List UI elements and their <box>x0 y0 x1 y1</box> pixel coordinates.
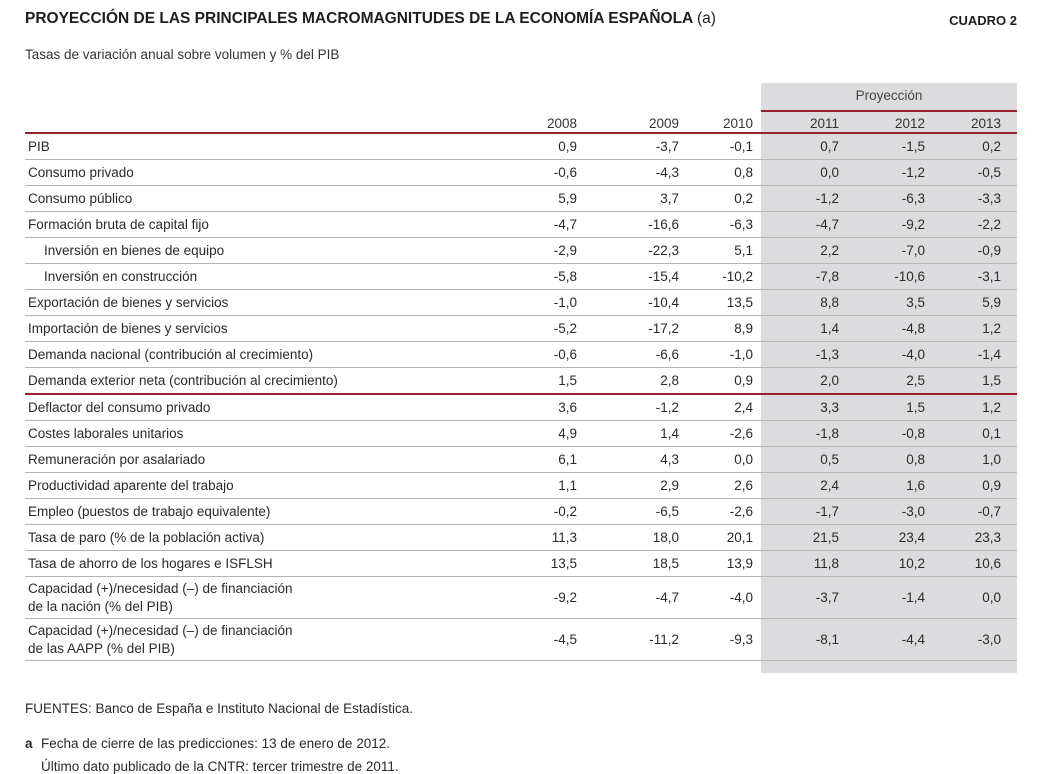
cell-value: 1,5 <box>480 368 577 395</box>
cell-value: 2,6 <box>683 473 769 499</box>
cell-value: 0,9 <box>941 473 1017 499</box>
table-row <box>25 499 1017 525</box>
cell-value: -4,7 <box>769 212 855 238</box>
table-row <box>25 316 1017 342</box>
table-title <box>25 10 716 28</box>
cell-value: 0,8 <box>855 447 941 473</box>
cell-value: 2,4 <box>683 394 769 421</box>
projection-header: Proyección <box>855 88 923 103</box>
cell-value: -4,3 <box>577 160 683 186</box>
cell-value: -10,6 <box>855 264 941 290</box>
table-row <box>25 133 1017 160</box>
cell-value: -1,2 <box>769 186 855 212</box>
cell-value: -4,7 <box>577 577 683 619</box>
cell-value: 2,4 <box>769 473 855 499</box>
cell-value: -1,2 <box>855 160 941 186</box>
cell-value: 0,2 <box>683 186 769 212</box>
cell-value: -22,3 <box>577 238 683 264</box>
cell-value: -0,7 <box>941 499 1017 525</box>
row-label: Deflactor del consumo privado <box>25 394 480 421</box>
cell-value: -7,0 <box>855 238 941 264</box>
cell-value: 4,3 <box>577 447 683 473</box>
cell-value: -7,8 <box>769 264 855 290</box>
cell-value: -3,0 <box>855 499 941 525</box>
cell-value: -10,2 <box>683 264 769 290</box>
cell-value: 1,5 <box>855 394 941 421</box>
cell-value: 5,9 <box>480 186 577 212</box>
row-label: Demanda exterior neta (contribución al crecimiento) <box>25 368 480 395</box>
row-label: Inversión en bienes de equipo <box>25 238 480 264</box>
row-label: Tasa de ahorro de los hogares e ISFLSH <box>25 551 480 577</box>
cell-value: -4,0 <box>855 342 941 368</box>
cell-value: -1,4 <box>941 342 1017 368</box>
cell-value: -4,8 <box>855 316 941 342</box>
cell-value: 21,5 <box>769 525 855 551</box>
cell-value: -6,3 <box>683 212 769 238</box>
cell-value: 2,2 <box>769 238 855 264</box>
cell-value: 11,3 <box>480 525 577 551</box>
cell-value: -1,0 <box>683 342 769 368</box>
cell-value: 10,2 <box>855 551 941 577</box>
cell-value: 23,3 <box>941 525 1017 551</box>
table-row <box>25 473 1017 499</box>
cell-value: -0,9 <box>941 238 1017 264</box>
year-header: 2010 <box>683 112 769 133</box>
cell-value: -9,3 <box>683 619 769 661</box>
cell-value: -0,8 <box>855 421 941 447</box>
cell-value: -6,6 <box>577 342 683 368</box>
cell-value: -15,4 <box>577 264 683 290</box>
footnote-a <box>25 736 390 751</box>
row-label-line: de la nación (% del PIB) <box>28 598 173 614</box>
table-row <box>25 160 1017 186</box>
cell-value: -4,7 <box>480 212 577 238</box>
cell-value: 0,5 <box>769 447 855 473</box>
cell-value: 5,1 <box>683 238 769 264</box>
cell-value: 1,1 <box>480 473 577 499</box>
cell-value: 13,5 <box>480 551 577 577</box>
cell-value: -4,5 <box>480 619 577 661</box>
cell-value: -16,6 <box>577 212 683 238</box>
cell-value: 1,4 <box>577 421 683 447</box>
year-header-row <box>25 112 1017 133</box>
cell-value: -5,2 <box>480 316 577 342</box>
table-number: CUADRO 2 <box>949 13 1017 28</box>
cell-value: -1,0 <box>480 290 577 316</box>
table-row <box>25 264 1017 290</box>
cell-value: -9,2 <box>855 212 941 238</box>
cell-value: -0,2 <box>480 499 577 525</box>
cell-value: 3,6 <box>480 394 577 421</box>
cell-value: 20,1 <box>683 525 769 551</box>
cell-value: -1,3 <box>769 342 855 368</box>
year-header: 2013 <box>941 112 1017 133</box>
cell-value: 0,9 <box>480 133 577 160</box>
table-row <box>25 421 1017 447</box>
cell-value: 1,2 <box>941 394 1017 421</box>
cell-value: -9,2 <box>480 577 577 619</box>
row-label: Importación de bienes y servicios <box>25 316 480 342</box>
cell-value: 1,4 <box>769 316 855 342</box>
cell-value: 2,0 <box>769 368 855 395</box>
cell-value: 0,0 <box>683 447 769 473</box>
row-label <box>25 577 480 619</box>
label-column-header <box>25 112 480 133</box>
table-row <box>25 238 1017 264</box>
cell-value: -3,3 <box>941 186 1017 212</box>
cell-value: 0,0 <box>769 160 855 186</box>
row-label: Demanda nacional (contribución al crecimiento) <box>25 342 480 368</box>
row-label <box>25 619 480 661</box>
cell-value: 0,7 <box>769 133 855 160</box>
cell-value: 0,8 <box>683 160 769 186</box>
cell-value: 0,2 <box>941 133 1017 160</box>
year-header: 2012 <box>855 112 941 133</box>
table-row <box>25 447 1017 473</box>
cell-value: -17,2 <box>577 316 683 342</box>
cell-value: 8,9 <box>683 316 769 342</box>
cell-value: 13,5 <box>683 290 769 316</box>
cell-value: 23,4 <box>855 525 941 551</box>
cell-value: -5,8 <box>480 264 577 290</box>
cell-value: 1,6 <box>855 473 941 499</box>
table-subtitle: Tasas de variación anual sobre volumen y % del PIB <box>25 47 340 62</box>
cell-value: 2,9 <box>577 473 683 499</box>
cell-value: 8,8 <box>769 290 855 316</box>
cell-value: -10,4 <box>577 290 683 316</box>
footnote-line1: Fecha de cierre de las predicciones: 13 de enero de 2012. <box>41 736 390 751</box>
table-row <box>25 525 1017 551</box>
row-label-line: de las AAPP (% del PIB) <box>28 640 175 656</box>
row-label: Formación bruta de capital fijo <box>25 212 480 238</box>
cell-value: 3,5 <box>855 290 941 316</box>
cell-value: 1,0 <box>941 447 1017 473</box>
table-row <box>25 342 1017 368</box>
row-label: Consumo privado <box>25 160 480 186</box>
footnote-line2: Último dato publicado de la CNTR: tercer trimestre de 2011. <box>41 759 399 774</box>
row-label-line: Capacidad (+)/necesidad (–) de financiación <box>28 580 293 596</box>
table-row <box>25 551 1017 577</box>
row-label: PIB <box>25 133 480 160</box>
cell-value: -2,6 <box>683 499 769 525</box>
table-row <box>25 368 1017 395</box>
title-text: PROYECCIÓN DE LAS PRINCIPALES MACROMAGNITUDES DE LA ECONOMÍA ESPAÑOLA <box>25 10 693 27</box>
table-row <box>25 186 1017 212</box>
year-header: 2009 <box>577 112 683 133</box>
cell-value: 0,9 <box>683 368 769 395</box>
macro-table <box>25 112 1017 661</box>
cell-value: -1,7 <box>769 499 855 525</box>
cell-value: -3,7 <box>577 133 683 160</box>
row-label: Tasa de paro (% de la población activa) <box>25 525 480 551</box>
cell-value: -3,7 <box>769 577 855 619</box>
row-label: Consumo público <box>25 186 480 212</box>
cell-value: -4,4 <box>855 619 941 661</box>
cell-value: 2,8 <box>577 368 683 395</box>
cell-value: -1,2 <box>577 394 683 421</box>
table-row <box>25 577 1017 619</box>
cell-value: 4,9 <box>480 421 577 447</box>
title-note-marker: (a) <box>697 10 716 27</box>
cell-value: -8,1 <box>769 619 855 661</box>
cell-value: -1,5 <box>855 133 941 160</box>
cell-value: -0,6 <box>480 342 577 368</box>
row-label: Costes laborales unitarios <box>25 421 480 447</box>
sources-note: FUENTES: Banco de España e Instituto Nacional de Estadística. <box>25 701 413 716</box>
table-row <box>25 394 1017 421</box>
cell-value: -3,1 <box>941 264 1017 290</box>
row-label: Inversión en construcción <box>25 264 480 290</box>
cell-value: 11,8 <box>769 551 855 577</box>
cell-value: -6,3 <box>855 186 941 212</box>
cell-value: -0,5 <box>941 160 1017 186</box>
row-label: Remuneración por asalariado <box>25 447 480 473</box>
cell-value: 0,0 <box>941 577 1017 619</box>
cell-value: -3,0 <box>941 619 1017 661</box>
cell-value: 18,5 <box>577 551 683 577</box>
cell-value: -4,0 <box>683 577 769 619</box>
cell-value: -11,2 <box>577 619 683 661</box>
row-label: Productividad aparente del trabajo <box>25 473 480 499</box>
cell-value: 3,3 <box>769 394 855 421</box>
year-header: 2008 <box>480 112 577 133</box>
cell-value: -2,2 <box>941 212 1017 238</box>
table-row <box>25 212 1017 238</box>
cell-value: -6,5 <box>577 499 683 525</box>
cell-value: -0,1 <box>683 133 769 160</box>
row-label-line: Capacidad (+)/necesidad (–) de financiación <box>28 622 293 638</box>
table-row <box>25 619 1017 661</box>
cell-value: 0,1 <box>941 421 1017 447</box>
cell-value: 6,1 <box>480 447 577 473</box>
cell-value: 18,0 <box>577 525 683 551</box>
table-row <box>25 290 1017 316</box>
year-header: 2011 <box>769 112 855 133</box>
cell-value: 5,9 <box>941 290 1017 316</box>
cell-value: 13,9 <box>683 551 769 577</box>
footnote-marker: a <box>25 736 33 751</box>
row-label: Exportación de bienes y servicios <box>25 290 480 316</box>
row-label: Empleo (puestos de trabajo equivalente) <box>25 499 480 525</box>
cell-value: 2,5 <box>855 368 941 395</box>
cell-value: 10,6 <box>941 551 1017 577</box>
cell-value: -2,9 <box>480 238 577 264</box>
cell-value: -2,6 <box>683 421 769 447</box>
cell-value: -1,4 <box>855 577 941 619</box>
cell-value: 3,7 <box>577 186 683 212</box>
cell-value: 1,5 <box>941 368 1017 395</box>
cell-value: 1,2 <box>941 316 1017 342</box>
cell-value: -0,6 <box>480 160 577 186</box>
cell-value: -1,8 <box>769 421 855 447</box>
